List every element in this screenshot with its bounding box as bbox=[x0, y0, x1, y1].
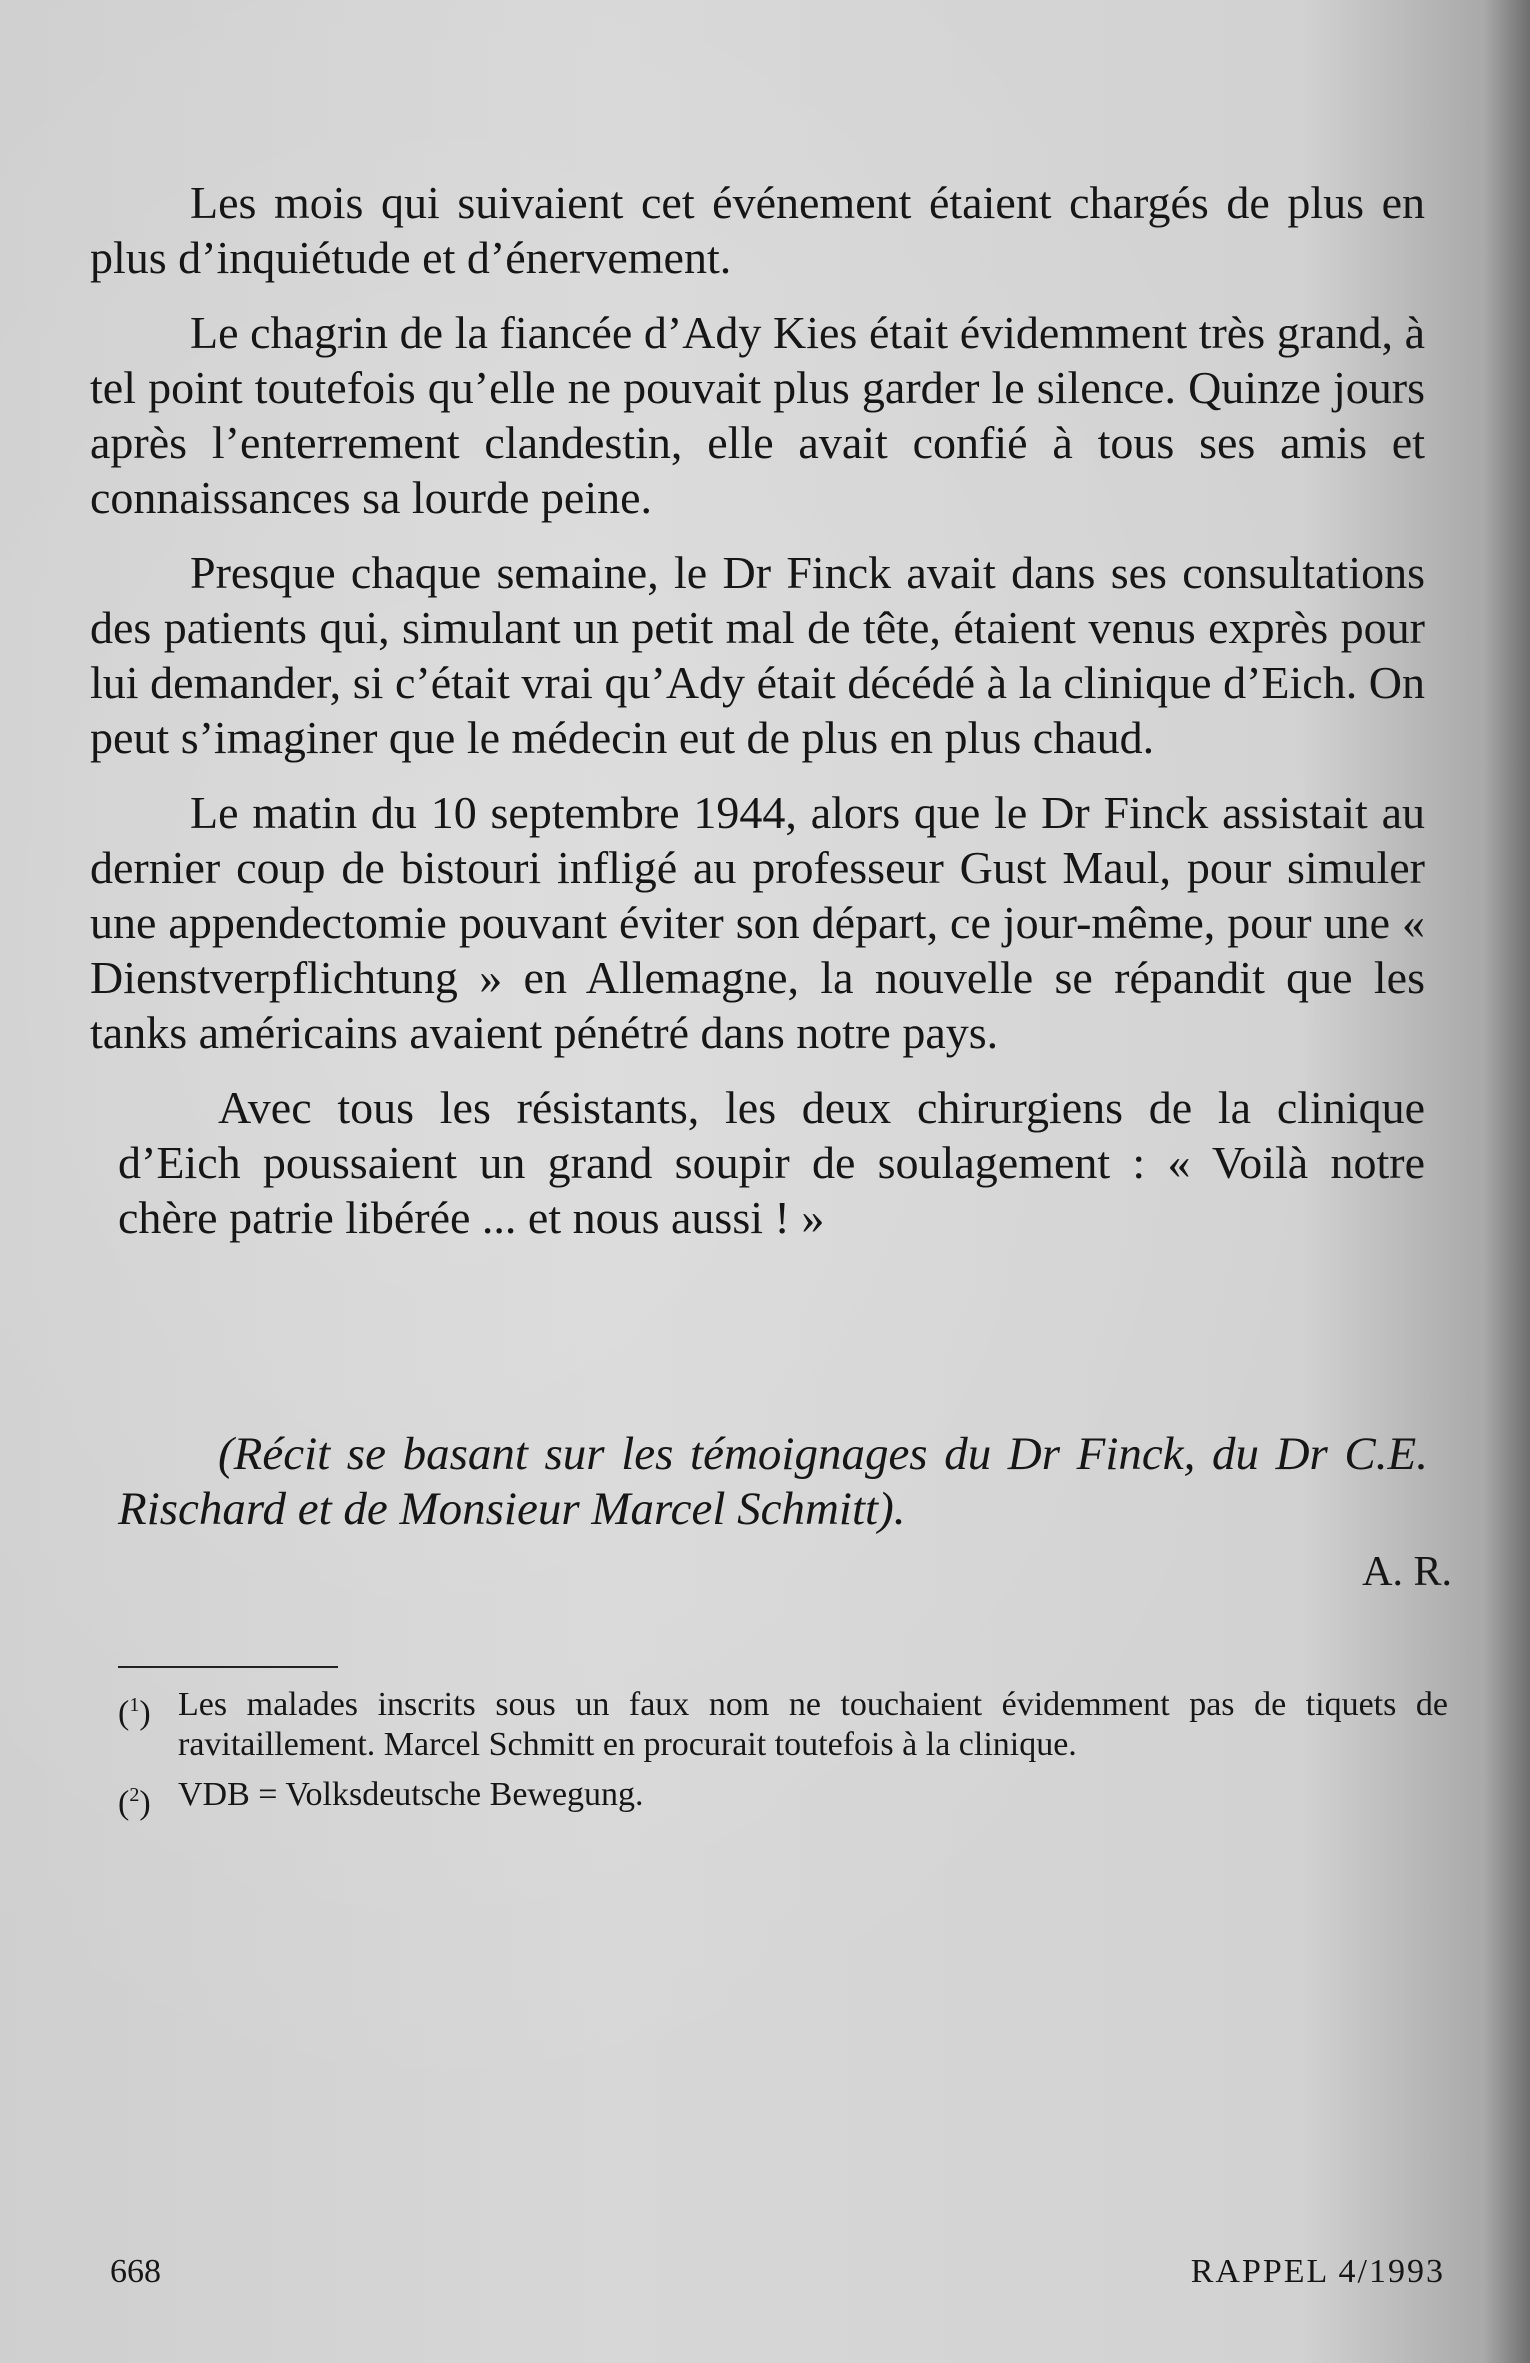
page-number: 668 bbox=[110, 2253, 161, 2290]
paragraph-2: Le chagrin de la fiancée d’Ady Kies était évidemment très grand, à tel point toutefois qu’elle ne pouvait plus garder le silence. Quinze jours après l’enterrement clandestin, elle avait confié à tous ses amis et connaissances sa lourde peine. bbox=[90, 307, 1425, 523]
paragraph-3: Presque chaque semaine, le Dr Finck avait dans ses consultations des patients qui, simulant un petit mal de tête, étaient venus exprès pour lui demander, si c’était vrai qu’Ady était décédé à la clinique d’Eich. On peut s’imaginer que le médecin eut de plus en plus chaud. bbox=[90, 547, 1425, 763]
journal-issue: RAPPEL 4/1993 bbox=[1190, 2253, 1445, 2290]
footnotes bbox=[118, 1685, 1448, 1833]
paragraph-1: Les mois qui suivaient cet événement étaient chargés de plus en plus d’inquiétude et d’énervement. bbox=[90, 177, 1425, 283]
footnote-2 bbox=[118, 1775, 1448, 1823]
footnote-1 bbox=[118, 1685, 1448, 1765]
footnote-text: Les malades inscrits sous un faux nom ne touchaient évidemment pas de tiquets de ravitaillement. Marcel Schmitt en procurait toutefois à la clinique. bbox=[178, 1686, 1448, 1763]
main-text bbox=[90, 175, 1425, 1245]
paragraph-5: Avec tous les résistants, les deux chirurgiens de la clinique d’Eich poussaient un grand soupir de soulagement : « Voilà notre chère patrie libérée ... et nous aussi ! » bbox=[118, 1082, 1425, 1243]
paragraph-4: Le matin du 10 septembre 1944, alors que le Dr Finck assistait au dernier coup de bistouri infligé au professeur Gust Maul, pour simuler une appendectomie pouvant éviter son départ, ce jour-même, pour une « Dienstverpflichtung » en Allemagne, la nouvelle se répandit que les tanks américains avaient pénétré dans notre pays. bbox=[90, 787, 1425, 1058]
footnote-marker: ($^2$) bbox=[118, 1784, 151, 1822]
footnote-divider bbox=[118, 1666, 338, 1668]
source-citation: (Récit se basant sur les témoignages du Dr Finck, du Dr C.E. Rischard et de Monsieur Marcel Schmitt). bbox=[118, 1428, 1428, 1535]
footnote-marker: ($^1$) bbox=[118, 1694, 151, 1732]
author-signature: A. R. bbox=[1362, 1549, 1452, 1595]
page-footer bbox=[110, 2253, 1445, 2291]
footnote-text: VDB = Volksdeutsche Bewegung. bbox=[178, 1776, 644, 1813]
